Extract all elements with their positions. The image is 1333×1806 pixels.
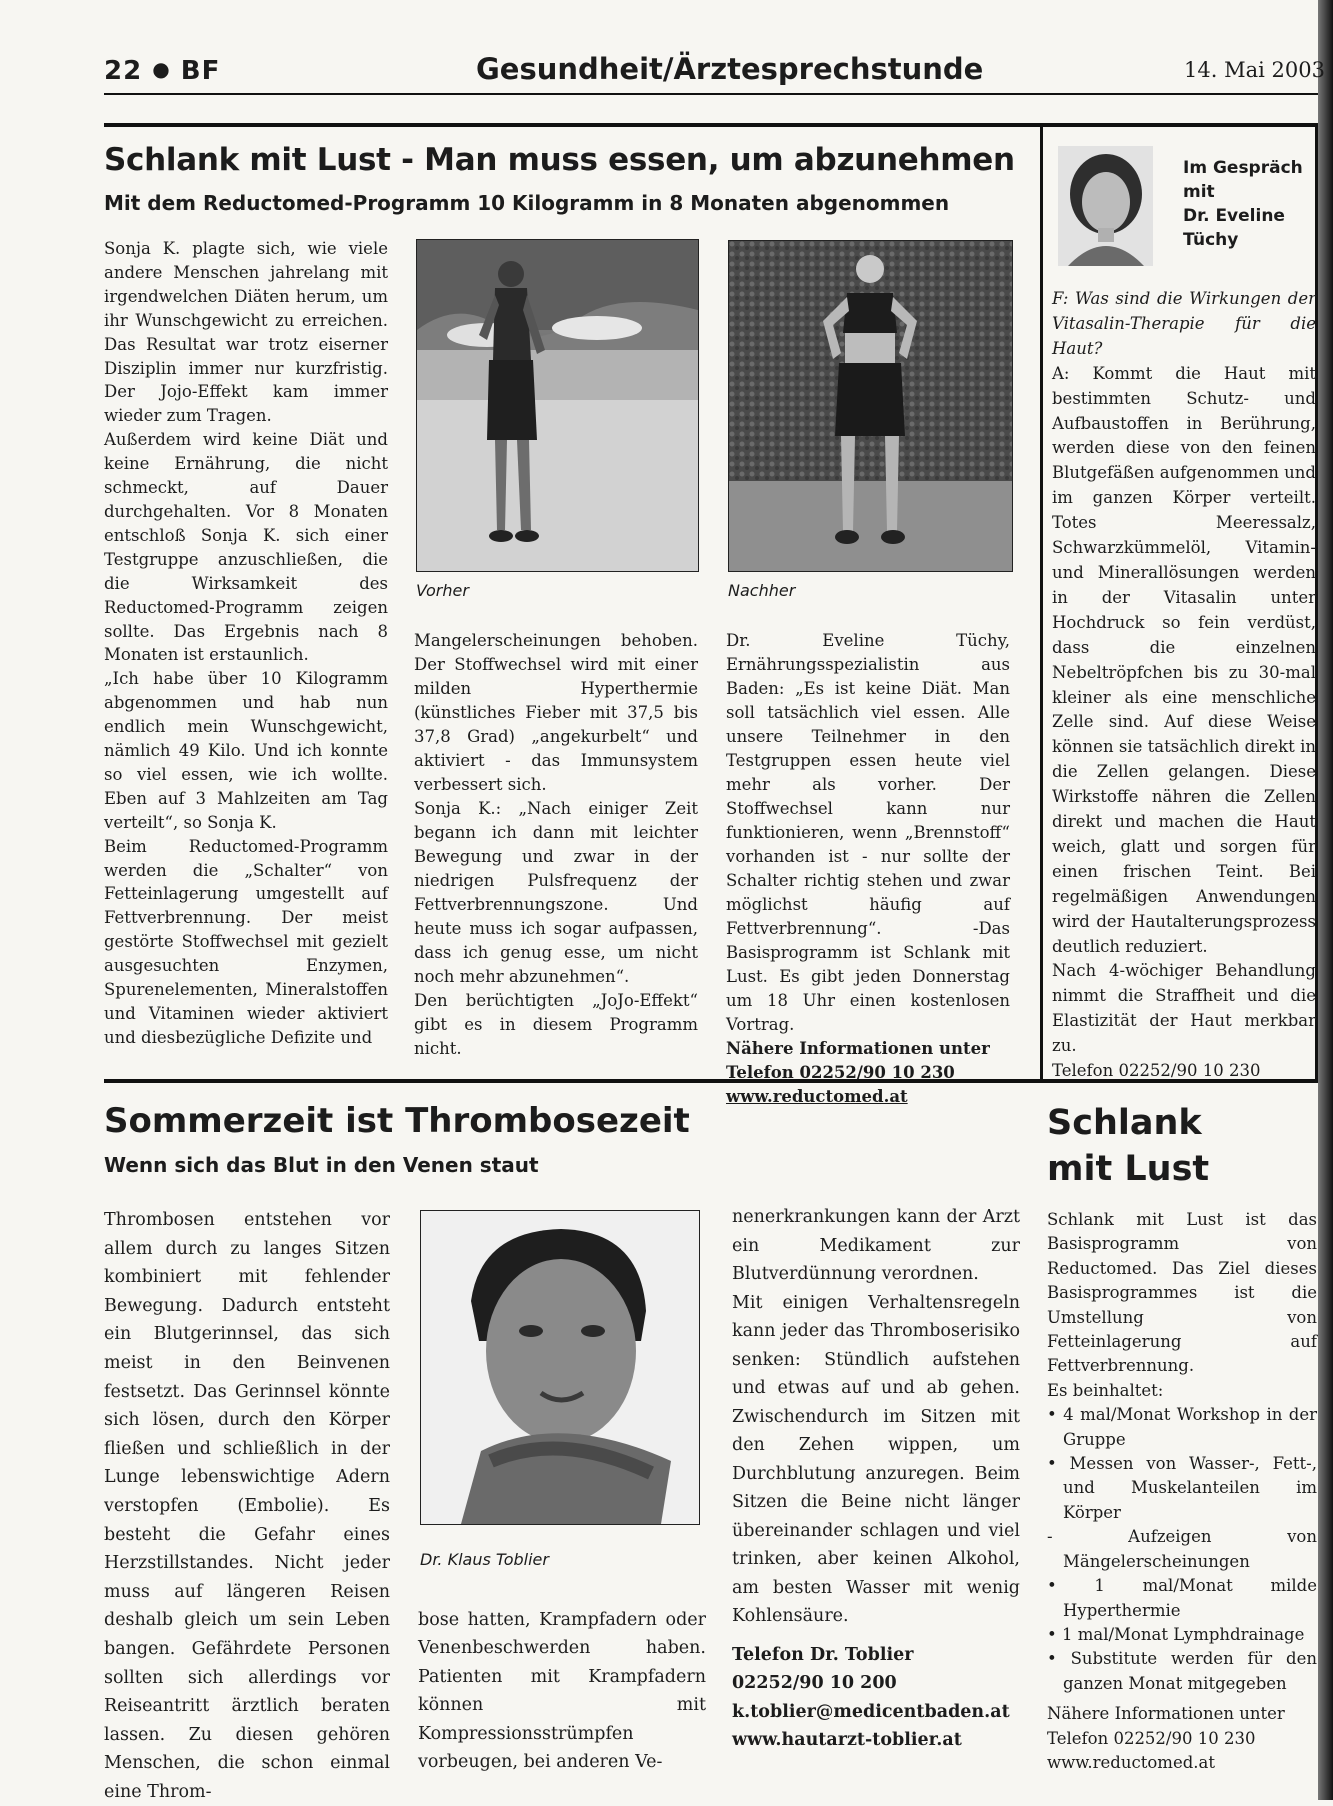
article2-contact-phone: 02252/90 10 200 (732, 1673, 897, 1693)
article2-col3-p1: nenerkrankungen kann der Arzt ein Medikament zur Blutverdünnung verordnen. (732, 1207, 1020, 1284)
article2-contact-web[interactable]: www.hautarzt-toblier.at (732, 1730, 962, 1750)
sidebar-item-1: • 4 mal/Monat Workshop in der Gruppe (1047, 1405, 1317, 1449)
article1-col1-p1: Sonja K. plagte sich, wie viele andere Menschen jahrelang mit irgendwelchen Diäten herum, um ihr Wunschgewicht zu erreichen. Das Resultat war trotz eiserner Disziplin immer nur kurzfristig. Der Jojo-Effekt kam immer wieder zum Tragen. (104, 239, 388, 426)
interview-body (1052, 287, 1316, 1084)
sidebar-list-label: Es beinhaltet: (1047, 1380, 1164, 1400)
interview-label-line4: Tüchy (1183, 230, 1239, 250)
article2-col3-p2: Mit einigen Verhaltensregeln kann jeder das Thromboserisiko senken: Stündlich aufstehen und etwas auf und ab gehen. Zwischendurch im Sitzen mit den Zehen wippen, um Durchblutung anzuregen. Beim Sitzen die Beine nicht länger übereinander schlagen und viel trinken, aber keinen Alkohol, am besten Wasser mit wenig Kohlensäure. (732, 1292, 1020, 1626)
photo-toblier-image (421, 1211, 699, 1524)
article1-col3-p1: Dr. Eveline Tüchy, Ernährungsspezialistin aus Baden: „Es ist keine Diät. Man soll tatsächlich viel essen. Alle unsere Teilnehmer in den Testgruppen essen heute viel mehr als vorher. Der Stoffwechsel kann nur funktionieren, wenn „Brennstoff“ vorhanden ist - nur sollte der Schalter richtig stehen und zwar möglichst häufig auf Fettverbrennung“. -Das Basisprogramm ist Schlank mit Lust. Es gibt jeden Donnerstag um 18 Uhr einen kostenlosen Vortrag. (726, 631, 1010, 1034)
page-number-label (104, 56, 220, 86)
sidebar-contact-phone: Telefon 02252/90 10 230 (1047, 1728, 1256, 1748)
sidebar-item-3: - Aufzeigen von Mängelerscheinungen (1047, 1527, 1317, 1571)
article1-col1-p2: Außerdem wird keine Diät und keine Ernährung, die nicht schmeckt, auf Dauer durchgehalten. Vor 8 Monaten entschloß Sonja K. sich einer Testgruppe anzuschließen, die die Wirksamkeit des Reductomed-Programm zeigen sollte. Das Ergebnis nach 8 Monaten ist erstaunlich. (104, 430, 388, 665)
photo-before-image (417, 240, 698, 571)
article2-col1-text: Thrombosen entstehen vor allem durch zu langes Sitzen kombiniert mit fehlender Bewegung. Dadurch entsteht ein Blutgerinnsel, das sich meist in den Beinvenen festsetzt. Das Gerinnsel könnte sich lösen, durch den Körper fließen und schließlich in der Lunge lebenswichtige Adern verstopfen (Embolie). Es besteht die Gefahr eines Herzstillstandes. Nicht jeder muss auf längeren Reisen deshalb gleich um sein Leben bangen. Gefährdete Personen sollten sich allerdings vor Reiseantritt ärztlich beraten lassen. Zu diesen gehören Menschen, die schon einmal eine Throm- (104, 1210, 390, 1802)
portrait-tuchy-image (1058, 146, 1153, 266)
article1-column-1 (104, 237, 388, 1050)
binding-edge (1318, 0, 1333, 1800)
sidebar-item-6: • Substitute werden für den ganzen Monat mitgegeben (1047, 1649, 1317, 1693)
interview-question: F: Was sind die Wirkungen der Vitasalin-Therapie für die Haut? (1052, 289, 1316, 358)
article1-col2-p2: Sonja K.: „Nach einiger Zeit begann ich dann mit leichter Bewegung und zwar in der niedrigen Pulsfrequenz der Fettverbrennungszone. Und heute muss ich sogar aufpassen, dass ich genug esse, um nicht noch mehr abzunehmen“. (414, 799, 698, 986)
interview-left-rule (1040, 123, 1043, 1083)
article2-column-3 (732, 1203, 1020, 1755)
header-rule (104, 93, 1318, 95)
article1-column-2 (414, 629, 698, 1061)
sidebar-item-5: • 1 mal/Monat Lymphdrainage (1047, 1624, 1305, 1644)
article1-contact-phone: Telefon 02252/90 10 230 (726, 1063, 955, 1082)
article2-col2-text: bose hatten, Krampfadern oder Venenbeschwerden haben. Patienten mit Krampfadern können mit Kompressionsstrümpfen vorbeugen, bei anderen Ve- (418, 1610, 706, 1773)
caption-toblier: Dr. Klaus Toblier (420, 1550, 549, 1569)
sidebar-intro: Schlank mit Lust ist das Basisprogramm von Reductomed. Das Ziel dieses Basisprogrammes ist die Umstellung von Fetteinlagerung auf Fettverbrennung. (1047, 1210, 1317, 1376)
photo-after (728, 240, 1013, 572)
article1-col1-p3: „Ich habe über 10 Kilogramm abgenommen und hab nun endlich mein Wunschgewicht, nämlich 49 Kilo. Und ich konnte so viel essen, wie ich wollte. Eben auf 3 Mahlzeiten am Tag verteilt“, so Sonja K. (104, 669, 388, 832)
article1-contact-label: Nähere Informationen unter (726, 1039, 990, 1058)
interview-label-line3: Dr. Eveline (1183, 206, 1285, 226)
page-number: 22 (104, 56, 143, 86)
article1-contact-web[interactable]: www.reductomed.at (726, 1087, 908, 1106)
sidebar-item-4: • 1 mal/Monat milde Hyperthermie (1047, 1576, 1317, 1620)
sidebar-contact-label: Nähere Informationen unter (1047, 1704, 1285, 1724)
article1-subtitle: Mit dem Reductomed-Programm 10 Kilogramm in 8 Monaten abgenommen (104, 191, 950, 215)
interview-phone: Telefon 02252/90 10 230 (1052, 1061, 1261, 1081)
section-title: Gesundheit/Ärztesprechstunde (476, 52, 984, 86)
article1-title: Schlank mit Lust - Man muss essen, um abzunehmen (104, 142, 1015, 178)
issue-date: 14. Mai 2003 (1184, 58, 1325, 82)
article2-title: Sommerzeit ist Thrombosezeit (104, 1101, 690, 1141)
sidebar-item-2: • Messen von Wasser-, Fett-, und Muskelanteilen im Körper (1047, 1454, 1317, 1522)
caption-before: Vorher (416, 581, 469, 600)
caption-after: Nachher (728, 581, 796, 600)
interview-answer: A: Kommt die Haut mit bestimmten Schutz- und Aufbaustoffen in Berührung, werden diese von den feinen Blutgefäßen aufgenommen und im ganzen Körper verteilt. Totes Meeressalz, Schwarzkümmelöl, Vitamin- und Minerallösungen werden in der Vitasalin unter Hochdruck so fein verdüst, dass die einzelnen Nebeltröpfchen bis zu 30-mal kleiner als eine menschliche Zelle sind. Auf diese Weise können sie tatsächlich direkt in die Zellen gelangen. Diese Wirkstoffe nähren die Zellen direkt und machen die Haut weich, glatt und sorgen für einen frischen Teint. Bei regelmäßigen Anwendungen wird der Hautalterungsprozess deutlich reduziert. (1052, 363, 1316, 956)
article2-column-2 (418, 1606, 706, 1776)
paper-name: BF (180, 56, 221, 86)
article2-contact-email[interactable]: k.toblier@medicentbaden.at (732, 1701, 1010, 1722)
portrait-tuchy (1058, 146, 1153, 266)
sidebar-contact-web[interactable]: www.reductomed.at (1047, 1752, 1215, 1772)
photo-before (416, 239, 699, 572)
photo-after-image (729, 241, 1012, 571)
header-dot: ● (152, 57, 171, 81)
interview-label (1183, 156, 1303, 252)
interview-closing: Nach 4-wöchiger Behandlung nimmt die Straffheit und die Elastizität der Haut merkbar zu. (1052, 961, 1316, 1056)
interview-label-line1: Im Gespräch (1183, 158, 1303, 178)
article2-subtitle: Wenn sich das Blut in den Venen staut (104, 1153, 539, 1177)
interview-label-line2: mit (1183, 182, 1215, 202)
article1-col2-p3: Den berüchtigten „JoJo-Effekt“ gibt es in diesem Programm nicht. (414, 991, 698, 1058)
article1-column-3 (726, 629, 1010, 1109)
article1-col2-p1: Mangelerscheinungen behoben. Der Stoffwechsel wird mit einer milden Hyperthermie (künstliches Fieber mit 37,5 bis 37,8 Grad) „angekurbelt“ und aktiviert - das Immunsystem verbessert sich. (414, 631, 698, 794)
article1-col1-p4: Beim Reductomed-Programm werden die „Schalter“ von Fetteinlagerung umgestellt auf Fettverbrennung. Der meist gestörte Stoffwechsel mit gezielt ausgesuchten Enzymen, Spurenelementen, Mineralstoffen und Vitaminen wieder aktiviert und diesbezügliche Defizite und (104, 836, 388, 1047)
article1-top-rule (104, 123, 1318, 127)
article2-contact-name: Telefon Dr. Toblier (732, 1644, 914, 1665)
sidebar-body (1047, 1208, 1317, 1775)
sidebar-title: Schlank mit Lust (1047, 1103, 1210, 1189)
article2-column-1 (104, 1206, 390, 1806)
photo-toblier (420, 1210, 700, 1525)
